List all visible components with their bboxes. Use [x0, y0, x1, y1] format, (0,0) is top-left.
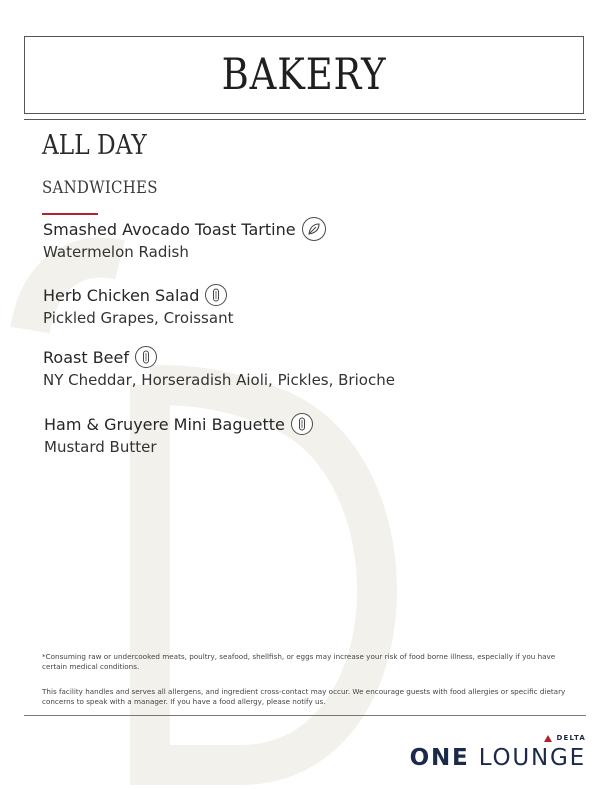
delta-one-lounge-logo [410, 734, 586, 771]
menu-item-description: Watermelon Radish [43, 243, 189, 261]
leaf-icon [302, 217, 326, 241]
menu-item-name: Roast Beef [43, 347, 129, 367]
allergen-notice: This facility handles and serves all allergens, and ingredient cross-contact may occur. We encourage guests with food allergies or specific dietary concerns to speak with a manager. If you have a food allergy, please notify us. [42, 687, 566, 706]
menu-item-description: Pickled Grapes, Croissant [43, 309, 234, 327]
accent-divider [42, 213, 98, 215]
menu-item-avocado-toast [43, 216, 326, 261]
menu-item-herb-chicken-salad [43, 282, 233, 327]
menu-item-name: Herb Chicken Salad [43, 285, 200, 305]
wheat-icon [135, 346, 157, 368]
section-title: ALL DAY [42, 130, 147, 161]
delta-triangle-icon [544, 735, 552, 742]
wheat-icon [291, 413, 313, 435]
footer-divider [24, 715, 586, 716]
page-title: BAKERY [221, 50, 387, 100]
header-divider [24, 119, 586, 120]
brand-one: ONE [409, 745, 470, 771]
menu-item-name: Smashed Avocado Toast Tartine [43, 219, 296, 239]
header-box [24, 36, 584, 114]
menu-item-description: NY Cheddar, Horseradish Aioli, Pickles, Brioche [43, 371, 395, 389]
wheat-icon [205, 284, 227, 306]
menu-item-description: Mustard Butter [44, 438, 157, 456]
brand-lounge: LOUNGE [478, 745, 586, 771]
brand-airline: DELTA [556, 734, 586, 742]
menu-item-roast-beef [43, 344, 395, 389]
menu-item-ham-gruyere-baguette [44, 411, 313, 456]
subsection-title: SANDWICHES [42, 178, 158, 198]
raw-food-warning: *Consuming raw or undercooked meats, poultry, seafood, shellfish, or eggs may increase your risk of food borne illness, especially if you have certain medical conditions. [42, 652, 556, 671]
menu-item-name: Ham & Gruyere Mini Baguette [44, 414, 285, 434]
